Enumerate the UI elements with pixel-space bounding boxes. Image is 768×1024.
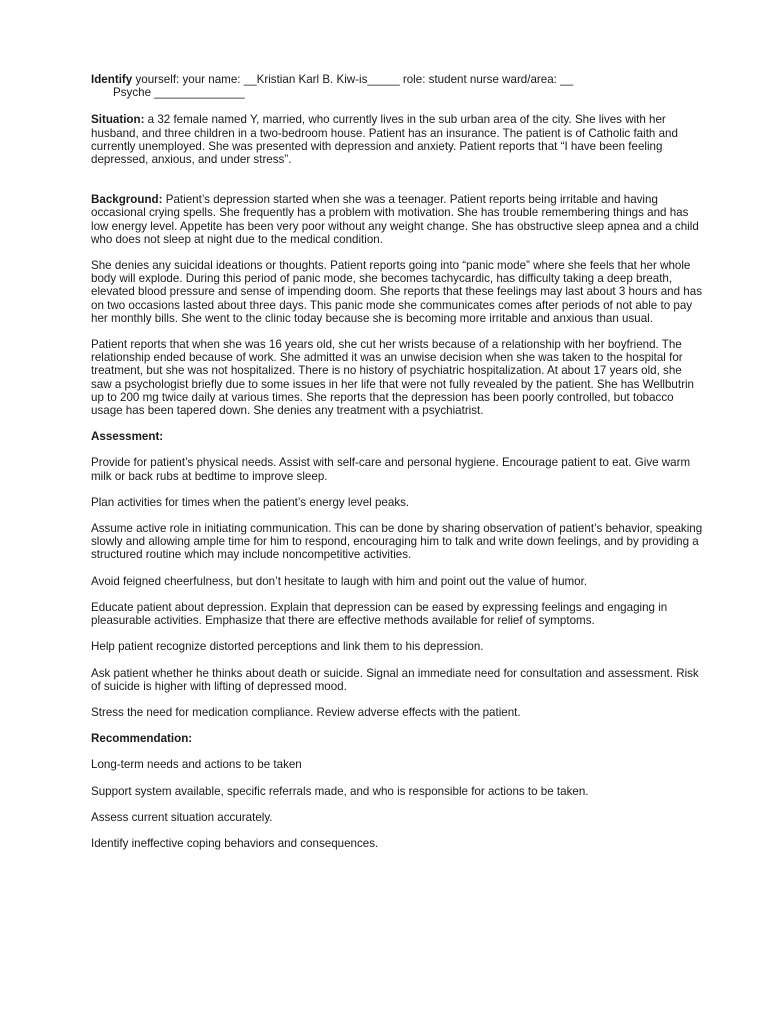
- background-paragraph: [91, 193, 703, 246]
- background-label: Background:: [91, 193, 163, 207]
- assessment-item: Avoid feigned cheerfulness, but don’t hesitate to laugh with him and point out the value of humor.: [91, 574, 588, 588]
- identify-ward: Psyche ______________: [113, 86, 245, 100]
- assessment-item: Educate patient about depression. Explain that depression can be eased by expressing feelings and engaging in pleasurable activities. Emphasize that there are effective methods available for relief of symptoms.: [91, 600, 668, 628]
- assessment-item: Help patient recognize distorted perceptions and link them to his depression.: [91, 640, 484, 654]
- situation-label: Situation:: [91, 113, 145, 127]
- recommendation-heading: Recommendation:: [91, 732, 193, 746]
- assessment-item: Plan activities for times when the patient’s energy level peaks.: [91, 495, 410, 509]
- assessment-item: Provide for patient’s physical needs. Assist with self-care and personal hygiene. Encourage patient to eat. Give warm milk or back rubs at bedtime to improve sleep.: [91, 456, 691, 483]
- recommendation-item: Long-term needs and actions to be taken: [91, 758, 302, 772]
- assessment-item: Stress the need for medication compliance. Review adverse effects with the patient.: [91, 705, 521, 719]
- situation-paragraph: [91, 113, 703, 166]
- recommendation-item: Identify ineffective coping behaviors and consequences.: [91, 836, 379, 850]
- recommendation-item: Assess current situation accurately.: [91, 810, 273, 824]
- recommendation-item: Support system available, specific referrals made, and who is responsible for actions to be taken.: [91, 784, 589, 798]
- assessment-item: Ask patient whether he thinks about death or suicide. Signal an immediate need for consultation and assessment. Risk of suicide is higher with lifting of depressed mood.: [91, 666, 699, 693]
- background-paragraph-2: She denies any suicidal ideations or thoughts. Patient reports going into “panic mode” where she feels that her whole body will explode. During this period of panic mode, she becomes tachycardic, has difficulty taking a deep breath, elevated blood pressure and sense of impending doom. She reports that these feelings may last about 3 hours and has on two occasions lasted about three days. This panic mode she communicates comes after periods of not able to pay her monthly bills. She went to the clinic today because she is becoming more irritable and anxious than usual.: [91, 259, 702, 325]
- assessment-item: Assume active role in initiating communication. This can be done by sharing observation of patient’s behavior, speaking slowly and allowing ample time for him to respond, encouraging him to talk and write down feelings, and by providing a structured routine which may include noncompetitive activities.: [91, 522, 703, 562]
- background-text: Patient’s depression started when she was a teenager. Patient reports being irritable and having occasional crying spells. She frequently has a problem with motivation. She has trouble remembering things and has low energy level. Appetite has been very poor without any weight change. She has obstructive sleep apnea and a child who does not sleep at night due to the medical condition.: [91, 193, 699, 246]
- identify-label: Identify: [91, 73, 133, 86]
- situation-text: a 32 female named Y, married, who currently lives in the sub urban area of the city. She lives with her husband, and three children in a two-bedroom house. Patient has an insurance. The patient is of Catholic faith and currently unemployed. She was presented with depression and anxiety. Patient reports that “I have been feeling depressed, anxious, and under stress”.: [91, 113, 678, 167]
- identify-text: yourself: your name: __Kristian Karl B. Kiw-is_____ role: student nurse ward/area: __: [132, 73, 574, 86]
- assessment-heading: Assessment:: [91, 430, 164, 444]
- identify-line: [91, 73, 703, 99]
- background-paragraph-3: Patient reports that when she was 16 years old, she cut her wrists because of a relationship with her boyfriend. The relationship ended because of work. She admitted it was an unwise decision when she was taken to the hospital for treatment, but she was not hospitalized. There is no history of psychiatric hospitalization. At about 17 years old, she saw a psychologist briefly due to some issues in her life that were not fully revealed by the patient. She has Wellbutrin up to 200 mg twice daily at various times. She reports that the depression has been poorly controlled, but tobacco usage has been tapered down. She denies any treatment with a psychiatrist.: [91, 338, 694, 418]
- document-page: [91, 73, 703, 850]
